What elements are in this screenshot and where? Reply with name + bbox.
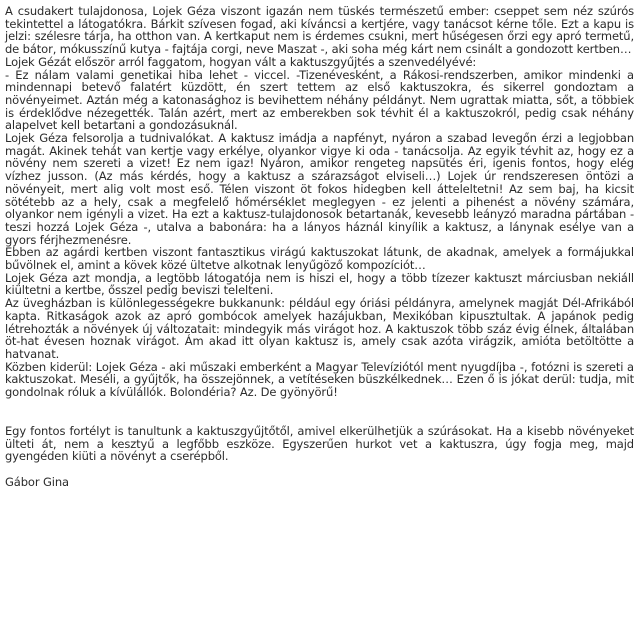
paragraph-question: Lojek Gézát először arról faggatom, hogyan vált a kaktuszgyűjtés a szenvedélyévé: (5, 54, 477, 69)
paragraph-photography: Közben kiderül: Lojek Géza - aki műszaki emberként a Magyar Televíziótól ment nyugdíjba -, fotózni is szereti a kaktuszokat. Meséli, a gyűjtők, ha összejönnek, a vetítéseken büszkélkednek… Ezen ő is jókat derül: tudja, mit gondolnak róluk a kívülállók. Bolondéria? Az. De gyönyörű! (5, 359, 634, 400)
paragraph-intro: A csudakert tulajdonosa, Lojek Géza viszont igazán nem tüskés természetű ember: cseppet sem néz szúrós tekintettel a látogatókra. Bárkit szívesen fogad, aki kíváncsi a kertjére, vagy tanácsot kérne tőle. Ezt a kapu is jelzi: szélesre tárja, ha otthon van. A kertkaput nem is érdemes csukni, mert hűségesen őrzi egy apró termetű, de bátor, mókusszínű kutya - fajtája corgi, neve Maszat -, aki soha még kárt nem csinált a gondozott kertben… (5, 4, 634, 57)
paragraph-agard-garden: Ebben az agárdi kertben viszont fantasztikus virágú kaktuszokat látunk, de akadnak, amelyek a formájukkal bűvölnek el, amint a kövek közé ültetve alkotnak lenyűgöző kompozíciót… (5, 245, 634, 273)
article-body (5, 0, 634, 489)
paragraph-greenhouse: Az üvegházban is különlegességekre bukkanunk: például egy óriási példányra, amelynek magját Dél-Afrikából kapta. Ritkaságok azok az apró gombócok amelyek hazájukban, Mexikóban kipusztultak. A japánok pedig létrehozták a növények új változatait: mindegyik más virágot hoz. A kaktuszok több száz évig élnek, általában öt-hat évesen hoznak virágot. Ám akad itt olyan kaktusz is, amely csak azóta virágzik, amióta betöltötte a hatvanat. (5, 296, 634, 361)
spacer (5, 399, 634, 425)
paragraph-genetics: - Ez nálam valami genetikai hiba lehet - viccel. -Tizenévesként, a Rákosi-rendszerben, amikor mindenki a mindennapi betevő falatért küzdött, én szert tettem az első kaktuszokra, és sikerrel gondoztam a növényeimet. Aztán még a katonasághoz is bevihettem néhány példányt. Nem ugrattak miatta, sőt, a többiek is érdeklődve nézegették. Talán azért, mert az emberekben sok tévhit él a kaktuszokról, pedig csak néhány alapelvet kell betartani a gondozásuknál. (5, 67, 634, 133)
spacer (5, 463, 634, 476)
author-byline: Gábor Gina (5, 474, 69, 489)
paragraph-handling-tip: Egy fontos fortélyt is tanultunk a kaktuszgyűjtőtől, amivel elkerülhetjük a szúrásokat. Ha a kisebb növényeket ülteti át, nem a kesztyű a legfőbb eszköze. Egyszerűen hurkot vet a kaktuszra, úgy fogja meg, majd gyengéden kiüti a növényt a cserépből. (5, 423, 634, 464)
paragraph-care-tips: Lojek Géza felsorolja a tudnivalókat. A kaktusz imádja a napfényt, nyáron a szabad levegőn érzi a legjobban magát. Akinek tehát van kertje vagy erkélye, olyankor vigye ki oda - tanácsolja. Az egyik tévhit az, hogy ez a növény nem szereti a vizet! Ez nem igaz! Nyáron, amikor rengeteg napsütés éri, igenis fontos, hogy elég vízhez jusson. (Az más kérdés, hogy a kaktusz a szárazságot elviseli…) Lojek úr rendszeresen öntözi a növényeit, mert alig volt most eső. Télen viszont öt fokos hidegben kell átteleltetni! Az sem baj, ha kicsit sötétebb az a hely, csak a megfelelő hőmérséklet meglegyen - ez jelenti a pihenést a növény számára, olyankor nem igényli a vizet. Ha ezt a kaktusz-tulajdonosok betartanák, kevesebb leányzó maradna pártában - teszi hozzá Lojek Géza -, utalva a babonára: ha a lányos háznál kinyílik a kaktusz, a lánynak esélye van a gyors férjhezmenésre. (5, 131, 634, 247)
paragraph-planting: Lojek Géza azt mondja, a legtöbb látogatója nem is hiszi el, hogy a több tízezer kaktuszt márciusban nekiáll kiültetni a kertbe, ősszel pedig beviszi telelteni. (5, 270, 634, 298)
